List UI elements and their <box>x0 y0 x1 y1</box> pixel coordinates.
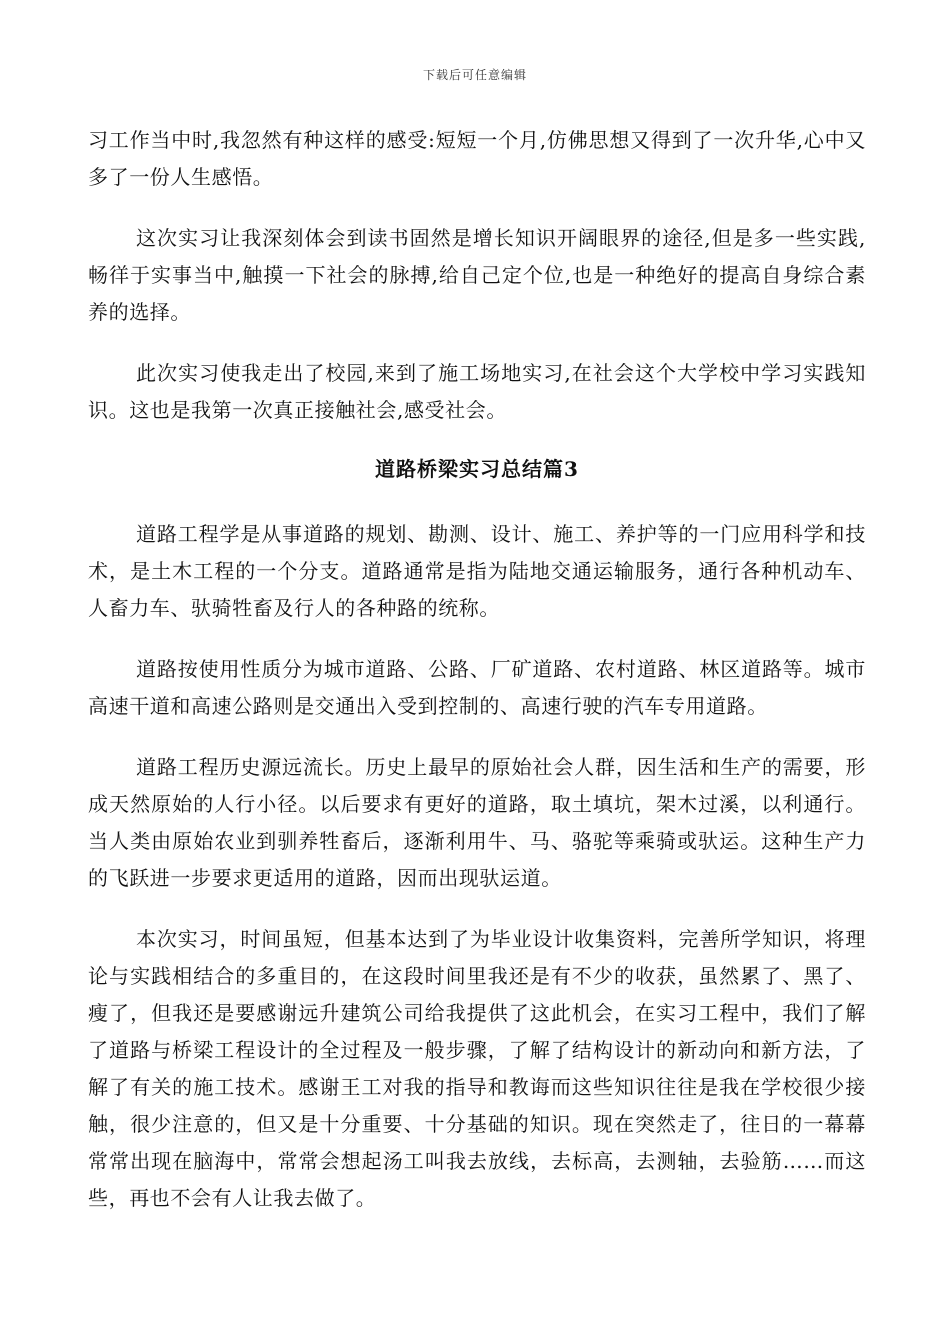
paragraph-road-engineering-definition: 道路工程学是从事道路的规划、勘测、设计、施工、养护等的一门应用科学和技术，是土木工程的一个分支。道路通常是指为陆地交通运输服务，通行各种机动车、人畜力车、驮骑牲畜及行人的各种路的统称。 <box>88 522 866 620</box>
paragraph-road-history: 道路工程历史源远流长。历史上最早的原始社会人群，因生活和生产的需要，形成天然原始的人行小径。以后要求有更好的道路，取土填坑，架木过溪，以利通行。当人类由原始农业到驯养牲畜后，逐渐利用牛、马、骆驼等乘骑或驮运。这种生产力的飞跃进一步要求更适用的道路，因而出现驮运道。 <box>88 755 866 890</box>
paragraph-road-classification: 道路按使用性质分为城市道路、公路、厂矿道路、农村道路、林区道路等。城市高速干道和高速公路则是交通出入受到控制的、高速行驶的汽车专用道路。 <box>88 657 866 718</box>
paragraph-internship-reflection: 本次实习，时间虽短，但基本达到了为毕业设计收集资料，完善所学知识，将理论与实践相结合的多重目的，在这段时间里我还是有不少的收获，虽然累了、黑了、瘦了，但我还是要感谢远升建筑公司给我提供了这此机会，在实习工程中，我们了解了道路与桥梁工程设计的全过程及一般步骤，了解了结构设计的新动向和新方法，了解了有关的施工技术。感谢王工对我的指导和教诲而这些知识往往是我在学校很少接触，很少注意的，但又是十分重要、十分基础的知识。现在突然走了，往日的一幕幕常常出现在脑海中，常常会想起汤工叫我去放线，去标高，去测轴，去验筋……而这些，再也不会有人让我去做了。 <box>88 927 866 1210</box>
document-body <box>88 122 866 1241</box>
page-header: 下载后可任意编辑 <box>422 68 527 82</box>
paragraph-continuation: 习工作当中时,我忽然有种这样的感受:短短一个月,仿佛思想又得到了一次升华,心中又多了一份人生感悟。 <box>88 128 866 189</box>
paragraph-leaving-campus: 此次实习使我走出了校园,来到了施工场地实习,在社会这个大学校中学习实践知识。这也是我第一次真正接触社会,感受社会。 <box>88 361 866 422</box>
paragraph-reading-practice: 这次实习让我深刻体会到读书固然是增长知识开阔眼界的途径,但是多一些实践,畅徉于实事当中,触摸一下社会的脉搏,给自己定个位,也是一种绝好的提高自身综合素养的选择。 <box>88 226 866 324</box>
section-title: 道路桥梁实习总结篇3 <box>375 457 579 481</box>
